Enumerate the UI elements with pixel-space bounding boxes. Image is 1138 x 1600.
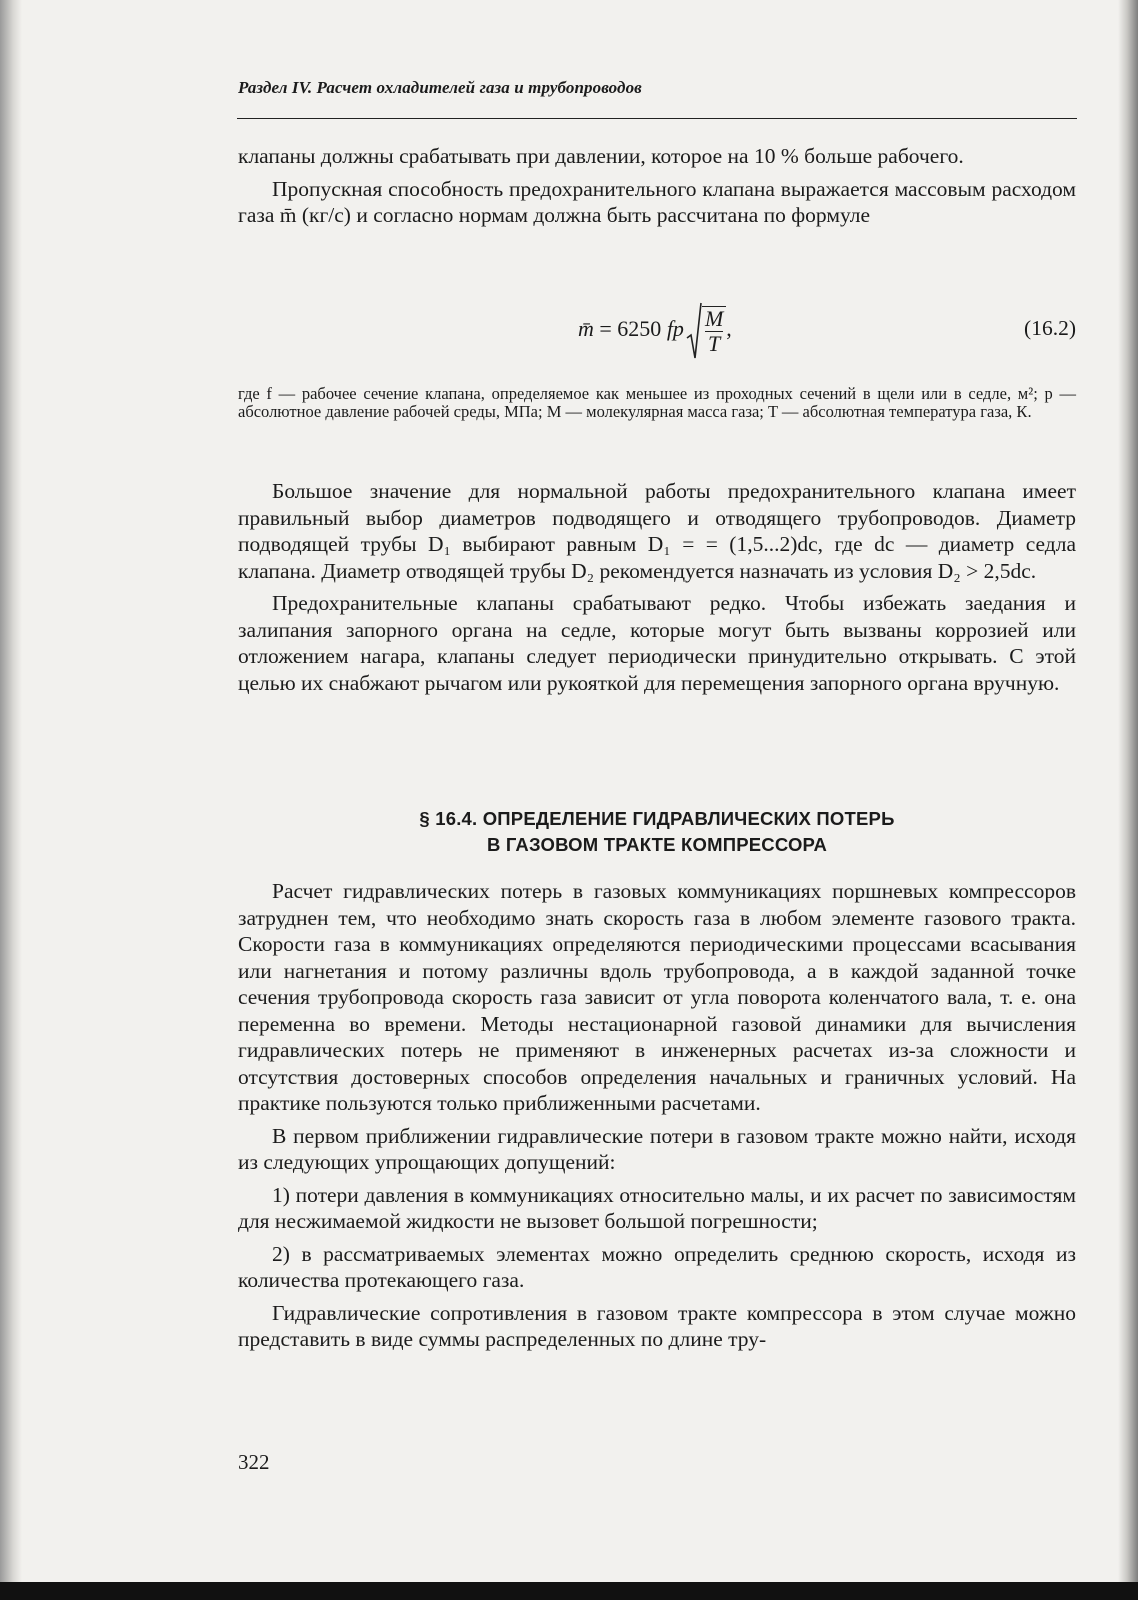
running-header: Раздел IV. Расчет охладителей газа и трубопроводов	[238, 78, 642, 97]
paragraph-6: В первом приближении гидравлические потери в газовом тракте можно найти, исходя из следующих упрощающих допущений:	[238, 1123, 1076, 1174]
page-gutter-shadow	[0, 0, 22, 1600]
formula-16-2	[238, 300, 1076, 370]
paragraph-3: Большое значение для нормальной работы предохранительного клапана имеет правильный выбор диаметров подводящего и отводящего трубопроводов. Диаметр подводящей трубы D₁ выбирают равным D₁ = = (1,5...2)dс, где dс — диаметр седла клапана. Диаметр отводящей трубы D₂ рекомендуется назначать из условия D₂ > 2,5dс.	[238, 479, 1076, 583]
paragraph-9: Гидравлические сопротивления в газовом тракте компрессора в этом случае можно представить в виде суммы распределенных по длине тру-	[238, 1300, 1076, 1351]
section-heading	[238, 806, 1076, 858]
equation-number: (16.2)	[1024, 316, 1076, 340]
formula-vars: fp	[666, 316, 684, 342]
body-text	[238, 478, 1076, 696]
section-heading-line-1: § 16.4. ОПРЕДЕЛЕНИЕ ГИДРАВЛИЧЕСКИХ ПОТЕРЬ	[419, 808, 895, 829]
paragraph-5: Расчет гидравлических потерь в газовых коммуникациях поршневых компрессоров затруднен тем, что необходимо знать скорость газа в любом элементе газового тракта. Скорости газа в коммуникациях определяются периодическими процессами всасывания или нагнетания и потому различны вдоль трубопровода, а в каждой заданной точке сечения трубопровода скорость газа зависит от угла поворота коленчатого вала, т. е. она переменна во времени. Методы нестационарной газовой динамики для вычисления гидравлических потерь не применяют в инженерных расчетах из-за сложности и отсутствия достоверных способов определения начальных и граничных условий. На практике пользуются только приближенными расчетами.	[238, 879, 1076, 1115]
formula-trail: ,	[726, 316, 732, 342]
paragraph-1: клапаны должны срабатывать при давлении, которое на 10 % больше рабочего.	[238, 144, 964, 168]
radical-sign-icon	[686, 302, 702, 360]
section-body-text	[238, 878, 1076, 1353]
section-heading-line-2: В ГАЗОВОМ ТРАКТЕ КОМПРЕССОРА	[486, 834, 828, 855]
fraction-numerator: M	[704, 306, 724, 331]
square-root	[686, 306, 726, 356]
formula-footnote: где f — рабочее сечение клапана, определяемое как меньшее из проходных сечений в щели или в седле, м²; p — абсолютное давление рабочей среды, МПа; M — молекулярная масса газа; T — абсолютная температура газа, К.	[238, 384, 1076, 421]
formula-eq: = 6250	[593, 316, 667, 342]
formula-lhs: m̄	[578, 316, 594, 342]
fraction	[702, 306, 726, 356]
scan-bottom-band	[0, 1582, 1138, 1600]
page-number: 322	[238, 1450, 270, 1474]
intro-text	[238, 143, 1076, 229]
paragraph-7: 1) потери давления в коммуникациях относительно малы, и их расчет по зависимостям для несжимаемой жидкости не вызовет большой погрешности;	[238, 1182, 1076, 1233]
paragraph-2: Пропускная способность предохранительного клапана выражается массовым расходом газа m̄ (кг/с) и согласно нормам должна быть рассчитана по формуле	[238, 176, 1076, 227]
fraction-denominator: T	[707, 331, 721, 356]
paragraph-4: Предохранительные клапаны срабатывают редко. Чтобы избежать заедания и залипания запорного органа на седле, которые могут быть вызваны коррозией или отложением нагара, клапаны следует периодически принудительно открывать. С этой целью их снабжают рычагом или рукояткой для перемещения запорного органа вручную.	[238, 591, 1076, 695]
paragraph-8: 2) в рассматриваемых элементах можно определить среднюю скорость, исходя из количества протекающего газа.	[238, 1241, 1076, 1292]
page-edge-shadow	[1118, 0, 1138, 1600]
header-rule	[237, 118, 1077, 119]
formula-body	[578, 306, 732, 356]
